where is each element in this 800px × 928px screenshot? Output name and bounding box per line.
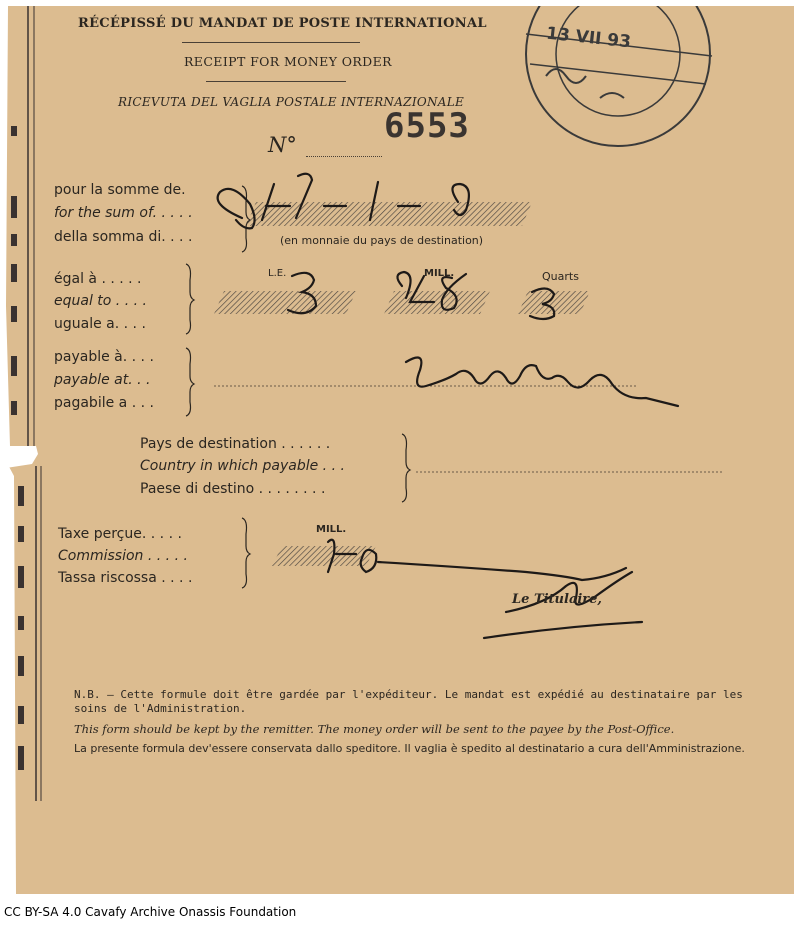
postmark-date: 13 VII 93	[545, 23, 632, 53]
note-english: This form should be kept by the remitter. The money order will be sent to the payee by the Post-Office.	[74, 722, 675, 736]
equal-label-it: uguale a. . . .	[54, 316, 146, 332]
tax-label-en: Commission . . . . .	[58, 548, 188, 564]
destination-label-it: Paese di destino . . . . . . . .	[140, 481, 326, 497]
note-italian: La presente formula dev'essere conservata dallo speditore. Il vaglia è spedito al destinatario a cura dell'Amministrazione.	[74, 742, 745, 755]
sum-label-fr: pour la somme de.	[54, 182, 186, 198]
equal-label-en: equal to . . . .	[54, 293, 147, 309]
note-french: N.B. — Cette formule doit être gardée par l'expéditeur. Le mandat est expédié au destinataire par les soins de l'Administration.	[74, 688, 743, 715]
destination-label-en: Country in which payable . . .	[140, 458, 345, 474]
payable-label-en: payable at. . .	[54, 372, 151, 388]
title-english: RECEIPT FOR MONEY ORDER	[184, 54, 392, 69]
destination-label-fr: Pays de destination . . . . . .	[140, 436, 331, 452]
header-rule	[182, 42, 360, 43]
tax-label-fr: Taxe perçue. . . . .	[58, 526, 182, 542]
mill-column-label: MILL.	[424, 268, 455, 279]
le-column-label: L.E.	[268, 268, 287, 279]
title-italian: RICEVUTA DEL VAGLIA POSTALE INTERNAZIONALE	[118, 95, 465, 109]
tax-mill-label: MILL.	[316, 524, 347, 535]
sum-label-en: for the sum of. . . . .	[54, 205, 193, 221]
sum-label-it: della somma di. . . .	[54, 229, 193, 245]
receipt-number: 6553	[384, 106, 470, 146]
title-french: RÉCÉPISSÉ DU MANDAT DE POSTE INTERNATIONAL	[78, 16, 487, 31]
titulaire-label: Le Titulaire,	[512, 592, 602, 607]
payable-label-it: pagabile a . . .	[54, 395, 154, 411]
number-dots	[306, 156, 382, 158]
payable-label-fr: payable à. . . .	[54, 349, 154, 365]
tax-label-it: Tassa riscossa . . . .	[58, 570, 193, 586]
number-label: N°	[268, 133, 297, 157]
header-rule	[206, 81, 346, 82]
license-footer: CC BY-SA 4.0 Cavafy Archive Onassis Foundation	[4, 905, 297, 919]
equal-label-fr: égal à . . . . .	[54, 271, 142, 287]
receipt-form	[6, 6, 794, 894]
currency-note: (en monnaie du pays de destination)	[280, 234, 484, 247]
quarts-column-label: Quarts	[542, 270, 579, 283]
